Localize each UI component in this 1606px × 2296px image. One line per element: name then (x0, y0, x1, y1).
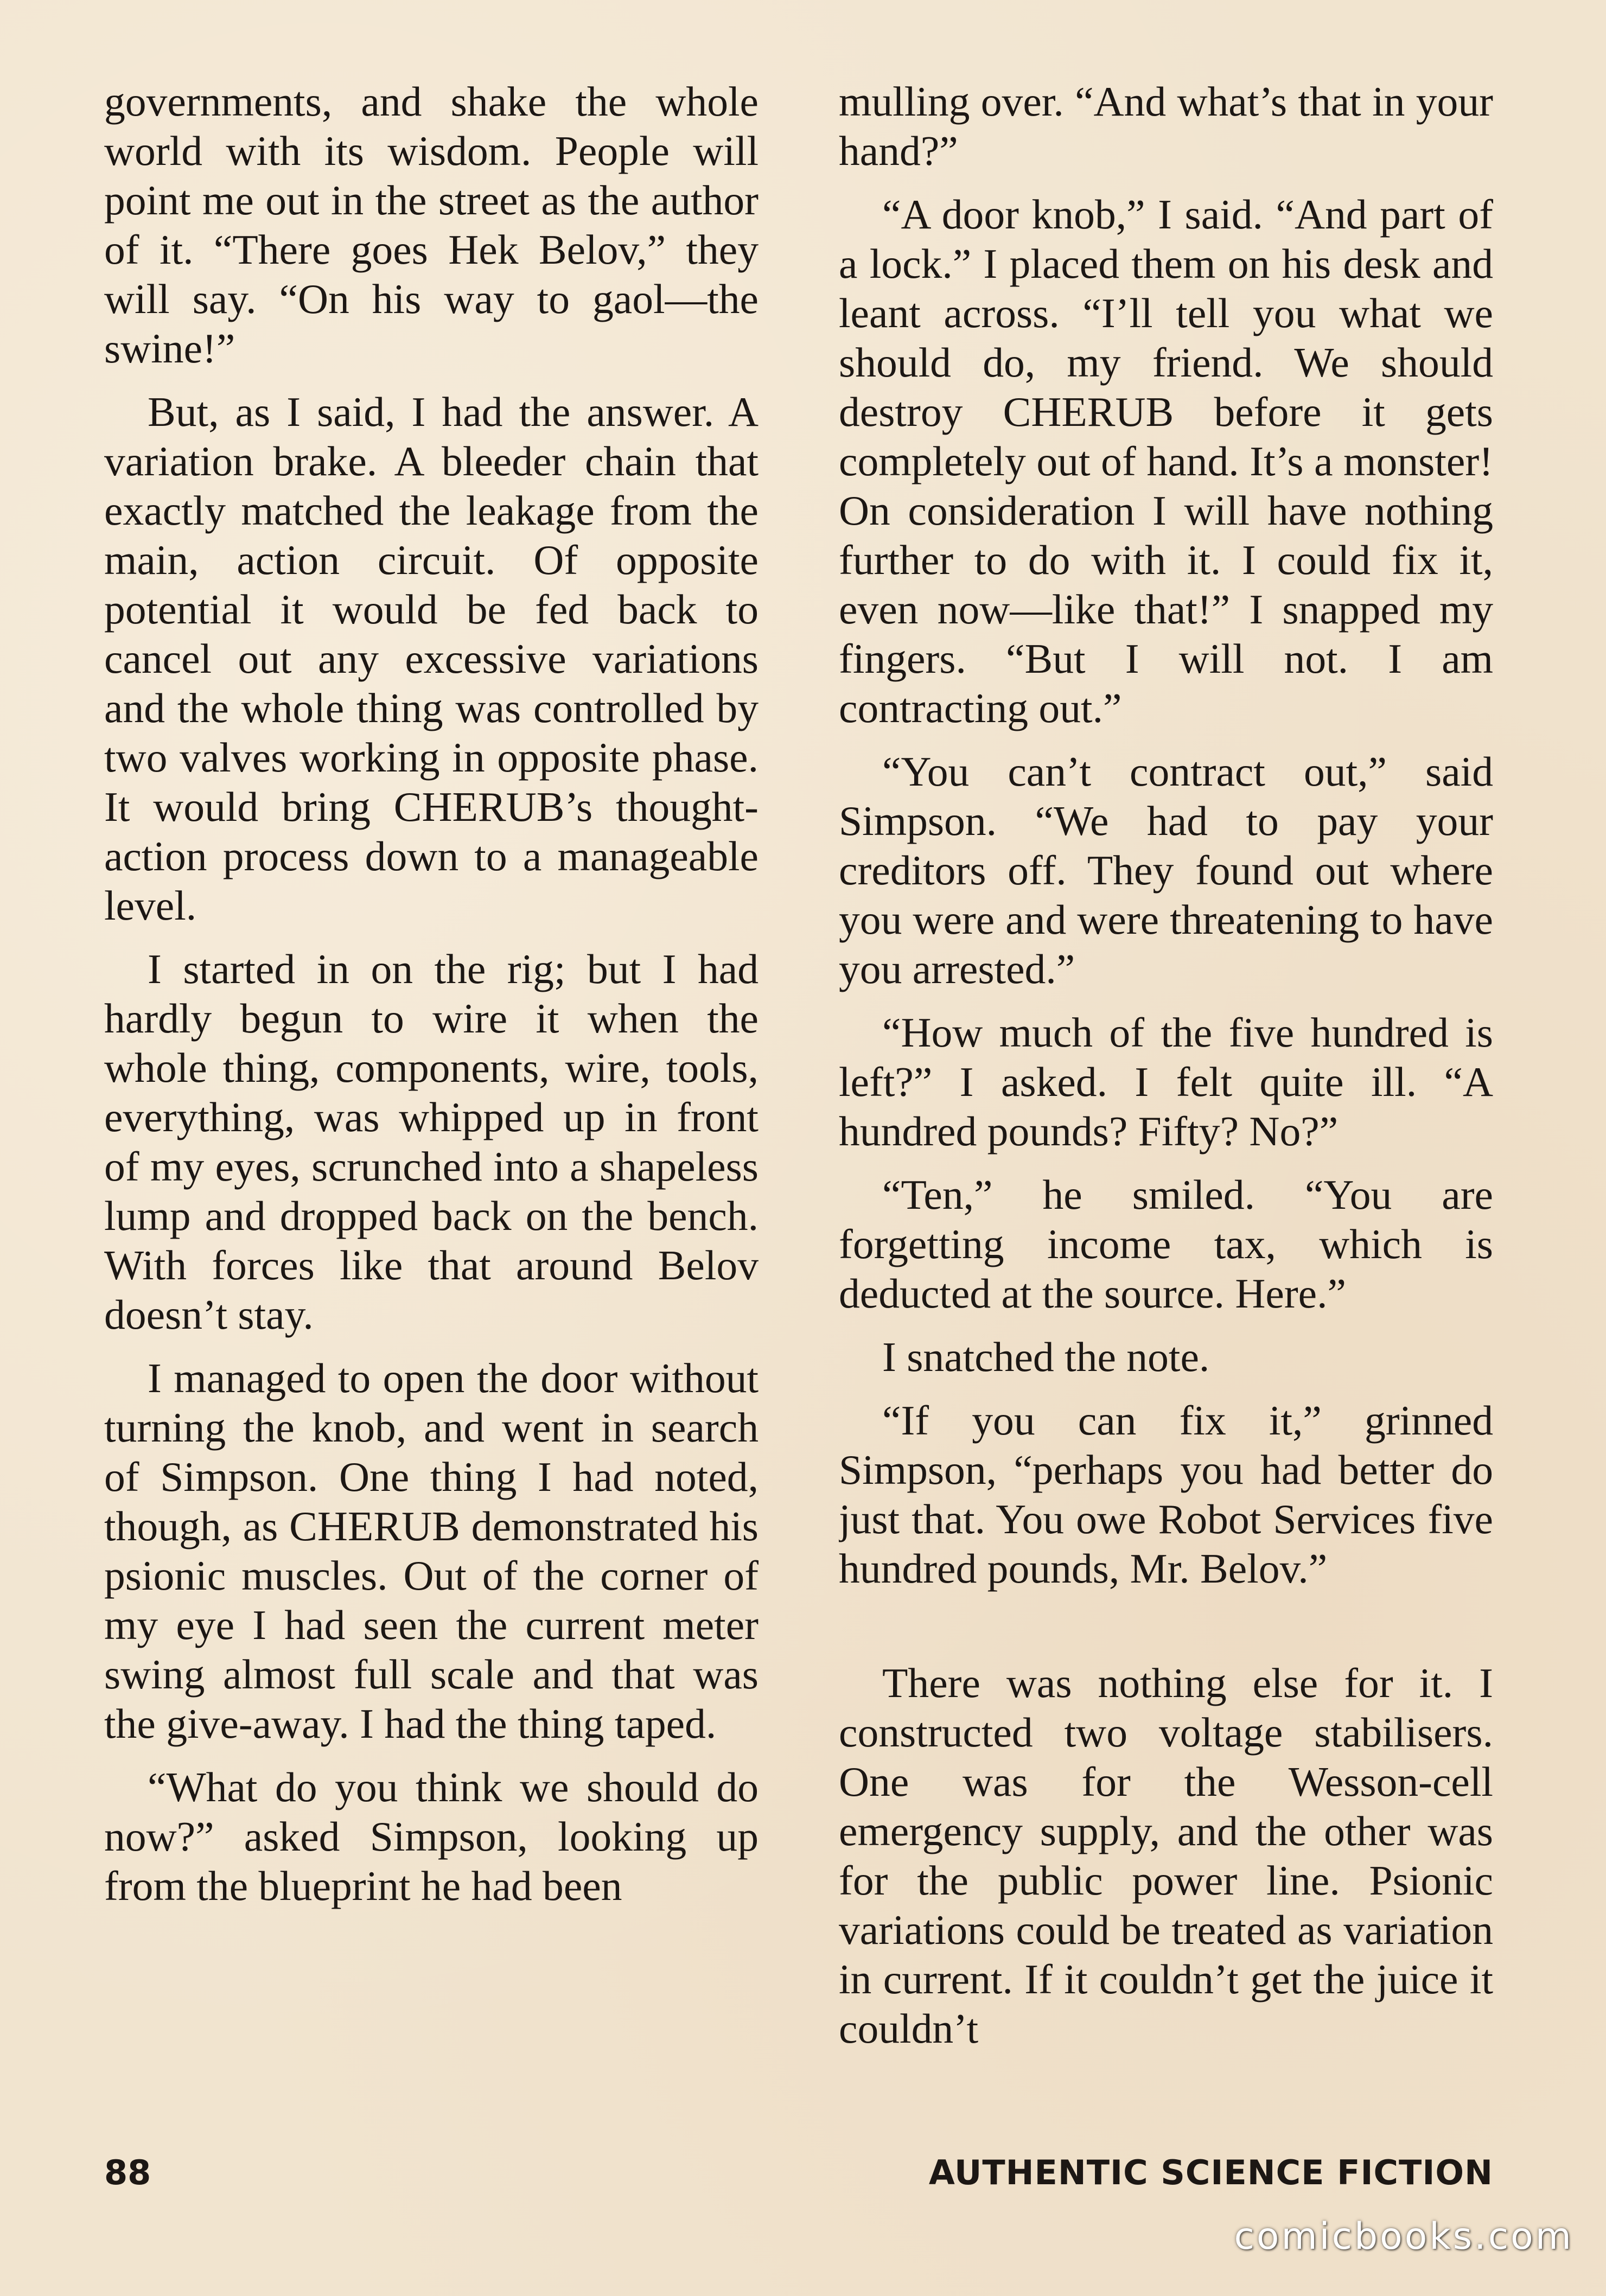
running-title: AUTHENTIC SCIENCE FICTION (928, 2153, 1493, 2192)
paragraph: “A door knob,” I said. “And part of a lock.” I placed them on his desk and leant across. “I’ll tell you what we should do, my friend. We should destroy CHERUB before it gets completely out of hand. It’s a monster! On consideration I will have nothing further to do with it. I could fix it, even now—like that!” I snapped my fingers. “But I will not. I am contracting out.” (839, 191, 1493, 731)
right-text-column (839, 77, 1493, 2128)
page-number: 88 (104, 2153, 151, 2192)
paragraph: “What do you think we should do now?” asked Simpson, looking up from the blueprint he had been (104, 1764, 759, 1909)
paragraph: “Ten,” he smiled. “You are forgetting income tax, which is deducted at the source. Here.” (839, 1171, 1493, 1317)
paragraph: “How much of the five hundred is left?” I asked. I felt quite ill. “A hundred pounds? Fifty? No?” (839, 1009, 1493, 1155)
paragraph: I managed to open the door without turning the knob, and went in search of Simpson. One thing I had noted, though, as CHERUB demonstrated his psionic muscles. Out of the corner of my eye I had seen the current meter swing almost full scale and that was the give-away. I had the thing taped. (104, 1355, 759, 1747)
left-text-column (104, 77, 759, 2128)
paragraph: But, as I said, I had the answer. A variation brake. A bleeder chain that exactly matched the leakage from the main, action circuit. Of opposite potential it would be fed back to cancel out any excessive variations and the whole thing was controlled by two valves working in opposite phase. It would bring CHERUB’s thought-action process down to a manageable level. (104, 388, 759, 929)
paragraph: governments, and shake the whole world with its wisdom. People will point me out in the street as the author of it. “There goes Hek Belov,” they will say. “On his way to gaol—the swine!” (104, 78, 759, 372)
page-footer (104, 2151, 1493, 2195)
paragraph: I snatched the note. (882, 1334, 1210, 1380)
paragraph: I started in on the rig; but I had hardly begun to wire it when the whole thing, components, wire, tools, everything, was whipped up in front of my eyes, scrunched into a shapeless lump and dropped back on the bench. With forces like that around Belov doesn’t stay. (104, 946, 759, 1338)
paragraph: There was nothing else for it. I constructed two voltage stabilisers. One was for the Wesson-cell emergency supply, and the other was for the public power line. Psionic variations could be treated as variation in current. If it couldn’t get the juice it couldn’t (839, 1660, 1493, 2052)
watermark: comicbooks.com (1234, 2215, 1573, 2258)
paragraph: “You can’t contract out,” said Simpson. “We had to pay your creditors off. They found out where you were and were threatening to have you arrested.” (839, 748, 1493, 992)
paragraph: mulling over. “And what’s that in your hand?” (839, 78, 1493, 174)
paragraph: “If you can fix it,” grinned Simpson, “perhaps you had better do just that. You owe Robot Services five hundred pounds, Mr. Belov.” (839, 1397, 1493, 1592)
